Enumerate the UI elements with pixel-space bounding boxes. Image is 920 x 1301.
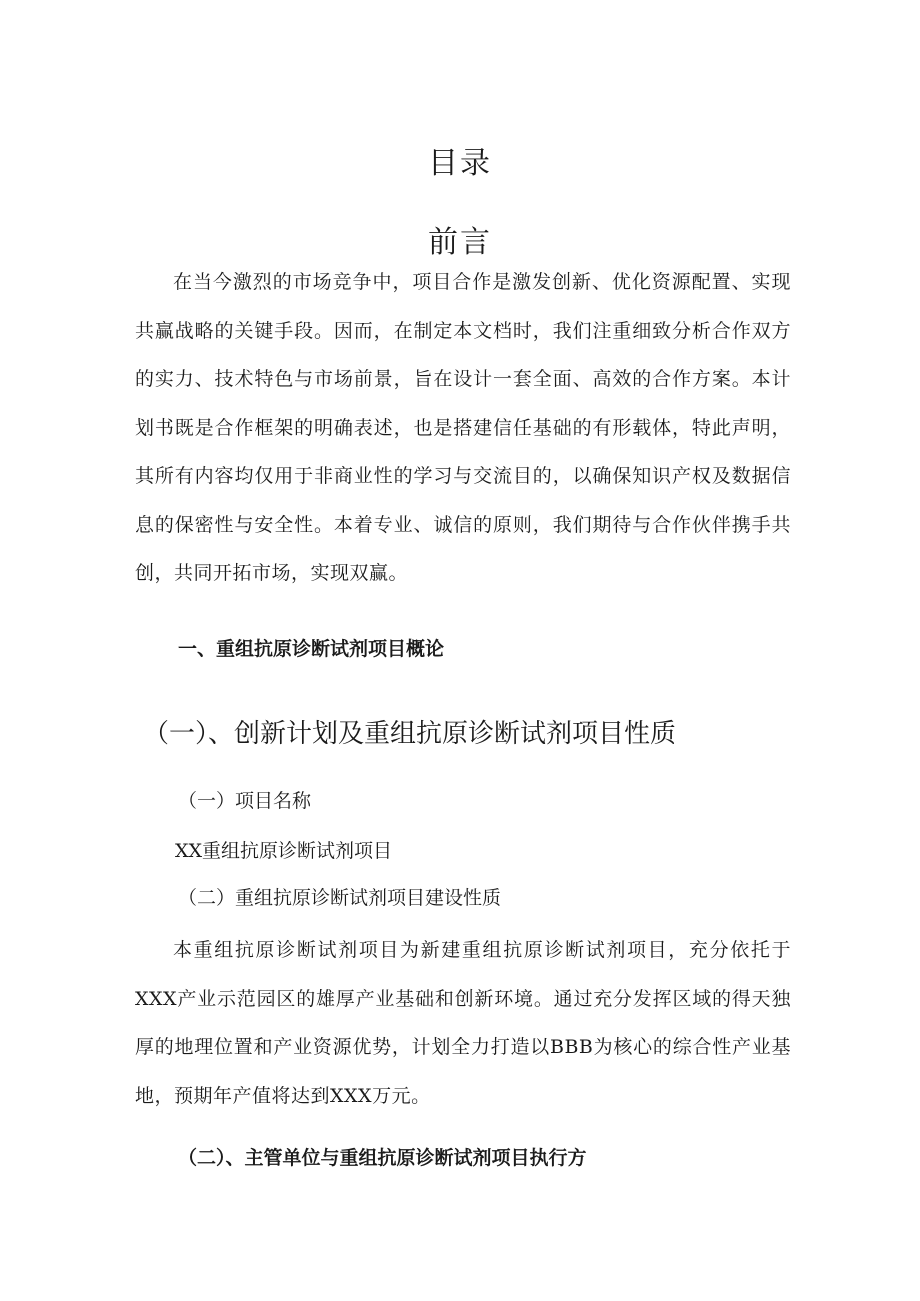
subsection-heading-innovation: （一）、创新计划及重组抗原诊断试剂项目性质 <box>143 719 677 749</box>
preface-title: 前言 <box>428 224 492 260</box>
toc-title: 目录 <box>428 146 492 182</box>
section-heading-overview: 一、重组抗原诊断试剂项目概论 <box>178 638 445 660</box>
subsection-heading-executor: （二）、主管单位与重组抗原诊断试剂项目执行方 <box>178 1147 587 1169</box>
item-label-construction-nature: （二）重组抗原诊断试剂项目建设性质 <box>178 887 502 909</box>
item-label-project-name: （一）项目名称 <box>178 790 312 812</box>
preface-paragraph: 在当今激烈的市场竞争中，项目合作是激发创新、优化资源配置、实现共赢战略的关键手段。因而，在制定本文档时，我们注重细致分析合作双方的实力、技术特色与市场前景，旨在设计一套全面、高效的合作方案。本计划书既是合作框架的明确表述，也是搭建信任基础的有形载体，特此声明，其所有内容均仅用于非商业性的学习与交流目的，以确保知识产权及数据信息的保密性与安全性。本着专业、诚信的原则，我们期待与合作伙伴携手共创，共同开拓市场，实现双赢。 <box>135 271 791 584</box>
construction-nature-paragraph: 本重组抗原诊断试剂项目为新建重组抗原诊断试剂项目，充分依托于XXX产业示范园区的雄厚产业基础和创新环境。通过充分发挥区域的得天独厚的地理位置和产业资源优势，计划全力打造以BBB为核心的综合性产业基地，预期年产值将达到XXX万元。 <box>135 939 791 1107</box>
project-name-value: XX重组抗原诊断试剂项目 <box>175 840 393 862</box>
